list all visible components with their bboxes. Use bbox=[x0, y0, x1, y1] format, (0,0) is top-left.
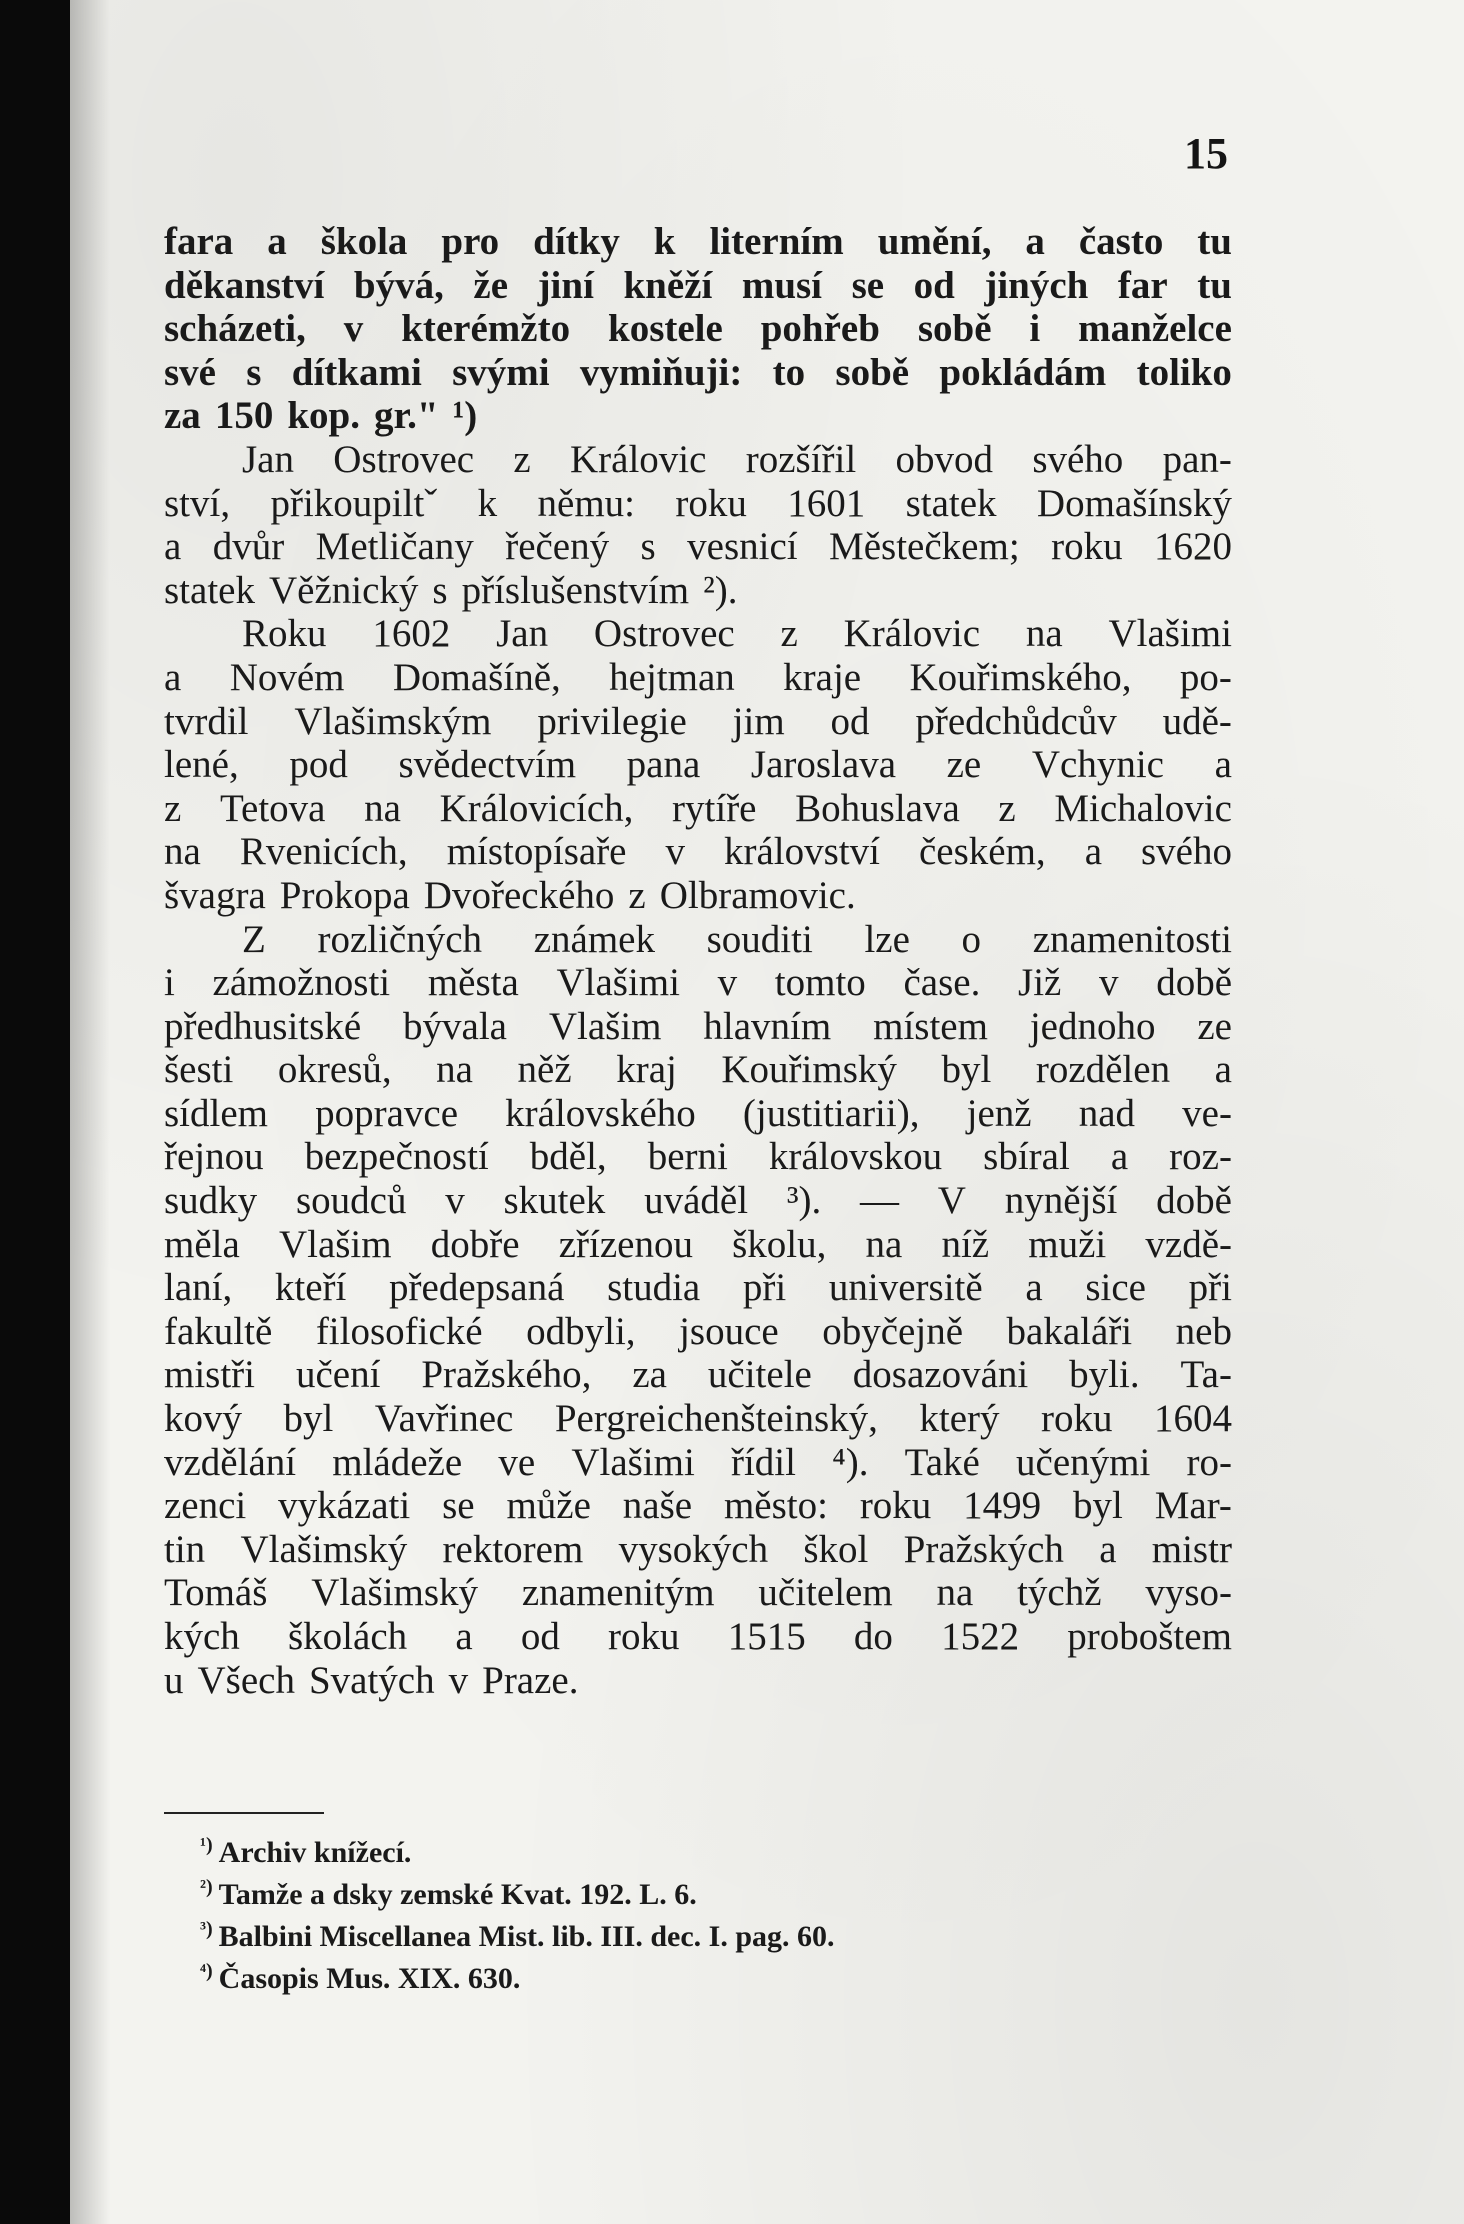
text-line: fara a škola pro dítky k literním umění, a často tu bbox=[164, 220, 1232, 263]
text-line: tvrdil Vlašimským privilegie jim od předchůdcův udě- bbox=[164, 699, 1232, 743]
text-line: a dvůr Metličany řečený s vesnicí Městečkem; roku 1620 bbox=[164, 525, 1232, 569]
footnote bbox=[200, 1832, 1100, 1874]
text-line: z Tetova na Královicích, rytíře Bohuslava z Michalovic bbox=[164, 786, 1232, 830]
footnote-text: Balbini Miscellanea Mist. lib. III. dec. I. pag. 60. bbox=[218, 1920, 835, 1953]
footnote-text: Časopis Mus. XIX. 630. bbox=[218, 1962, 521, 1995]
binding-shadow bbox=[70, 0, 110, 2224]
text-line: předhusitské bývala Vlašim hlavním místem jednoho ze bbox=[164, 1004, 1232, 1048]
text-line: na Rvenicích, místopísaře v království českém, a svého bbox=[164, 830, 1232, 874]
body-text bbox=[164, 220, 1232, 1702]
footnote-mark: ²) bbox=[200, 1876, 213, 1898]
footnote-text: Tamže a dsky zemské Kvat. 192. L. 6. bbox=[218, 1878, 697, 1911]
footnotes bbox=[200, 1832, 1100, 2000]
text-line: Roku 1602 Jan Ostrovec z Královic na Vlašimi bbox=[242, 612, 1232, 656]
paragraph bbox=[164, 438, 1232, 612]
text-line: své s dítkami svými vymiňuji: to sobě pokládám toliko bbox=[164, 350, 1232, 394]
paragraph bbox=[164, 220, 1232, 438]
footnote-rule bbox=[164, 1812, 324, 1814]
text-line: lené, pod svědectvím pana Jaroslava ze Vchynic a bbox=[164, 743, 1232, 787]
text-line: statek Věžnický s příslušenstvím ²). bbox=[164, 568, 738, 612]
text-line: u Všech Svatých v Praze. bbox=[164, 1658, 579, 1702]
text-line: a Novém Domašíně, hejtman kraje Kouřimského, po- bbox=[164, 655, 1232, 699]
page-number: 15 bbox=[1184, 129, 1228, 178]
text-line: Jan Ostrovec z Královic rozšířil obvod svého pan- bbox=[242, 437, 1232, 481]
text-line: za 150 kop. gr." ¹) bbox=[164, 394, 478, 438]
text-line: mistři učení Pražského, za učitele dosazováni byli. Ta- bbox=[164, 1353, 1232, 1397]
footnote bbox=[200, 1916, 1100, 1958]
text-line: zenci vykázati se může naše město: roku 1499 byl Mar- bbox=[164, 1484, 1232, 1528]
text-line: Tomáš Vlašimský znamenitým učitelem na týchž vyso- bbox=[164, 1571, 1232, 1615]
text-line: fakultě filosofické odbyli, jsouce obyčejně bakaláři neb bbox=[164, 1309, 1232, 1353]
footnote-mark: ³) bbox=[200, 1918, 213, 1940]
text-line: kový byl Vavřinec Pergreichenšteinský, který roku 1604 bbox=[164, 1397, 1232, 1441]
text-line: Z rozličných známek souditi lze o znamenitosti bbox=[242, 917, 1232, 961]
footnote-mark: ¹) bbox=[200, 1834, 213, 1856]
text-line: vzdělání mládeže ve Vlašimi řídil ⁴). Také učenými ro- bbox=[164, 1440, 1232, 1484]
footnote-text: Archiv knížecí. bbox=[218, 1836, 412, 1869]
footnote-mark: ⁴) bbox=[200, 1960, 213, 1982]
text-line: ství, přikoupiltˇ k němu: roku 1601 statek Domašínský bbox=[164, 481, 1232, 525]
text-line: šesti okresů, na něž kraj Kouřimský byl rozdělen a bbox=[164, 1048, 1232, 1092]
text-line: řejnou bezpečností bděl, berni královskou sbíral a roz- bbox=[164, 1135, 1232, 1179]
text-line: scházeti, v kterémžto kostele pohřeb sobě i manželce bbox=[164, 307, 1232, 351]
text-line: laní, kteří předepsaná studia při universitě a sice při bbox=[164, 1266, 1232, 1310]
text-line: kých školách a od roku 1515 do 1522 proboštem bbox=[164, 1615, 1232, 1658]
paragraph bbox=[164, 918, 1232, 1703]
footnote bbox=[200, 1958, 1100, 2000]
text-line: sídlem popravce královského (justitiarii), jenž nad ve- bbox=[164, 1091, 1232, 1135]
footnote bbox=[200, 1874, 1100, 1916]
text-line: tin Vlašimský rektorem vysokých škol Pražských a mistr bbox=[164, 1527, 1232, 1571]
paragraph bbox=[164, 612, 1232, 917]
text-line: děkanství bývá, že jiní kněží musí se od jiných far tu bbox=[164, 263, 1232, 307]
text-line: i zámožnosti města Vlašimi v tomto čase. Již v době bbox=[164, 961, 1232, 1005]
text-line: švagra Prokopa Dvořeckého z Olbramovic. bbox=[164, 873, 856, 917]
text-line: sudky soudců v skutek uváděl ³). — V nynější době bbox=[164, 1179, 1232, 1223]
scan-dark-margin bbox=[0, 0, 70, 2224]
text-line: měla Vlašim dobře zřízenou školu, na níž muži vzdě- bbox=[164, 1222, 1232, 1266]
